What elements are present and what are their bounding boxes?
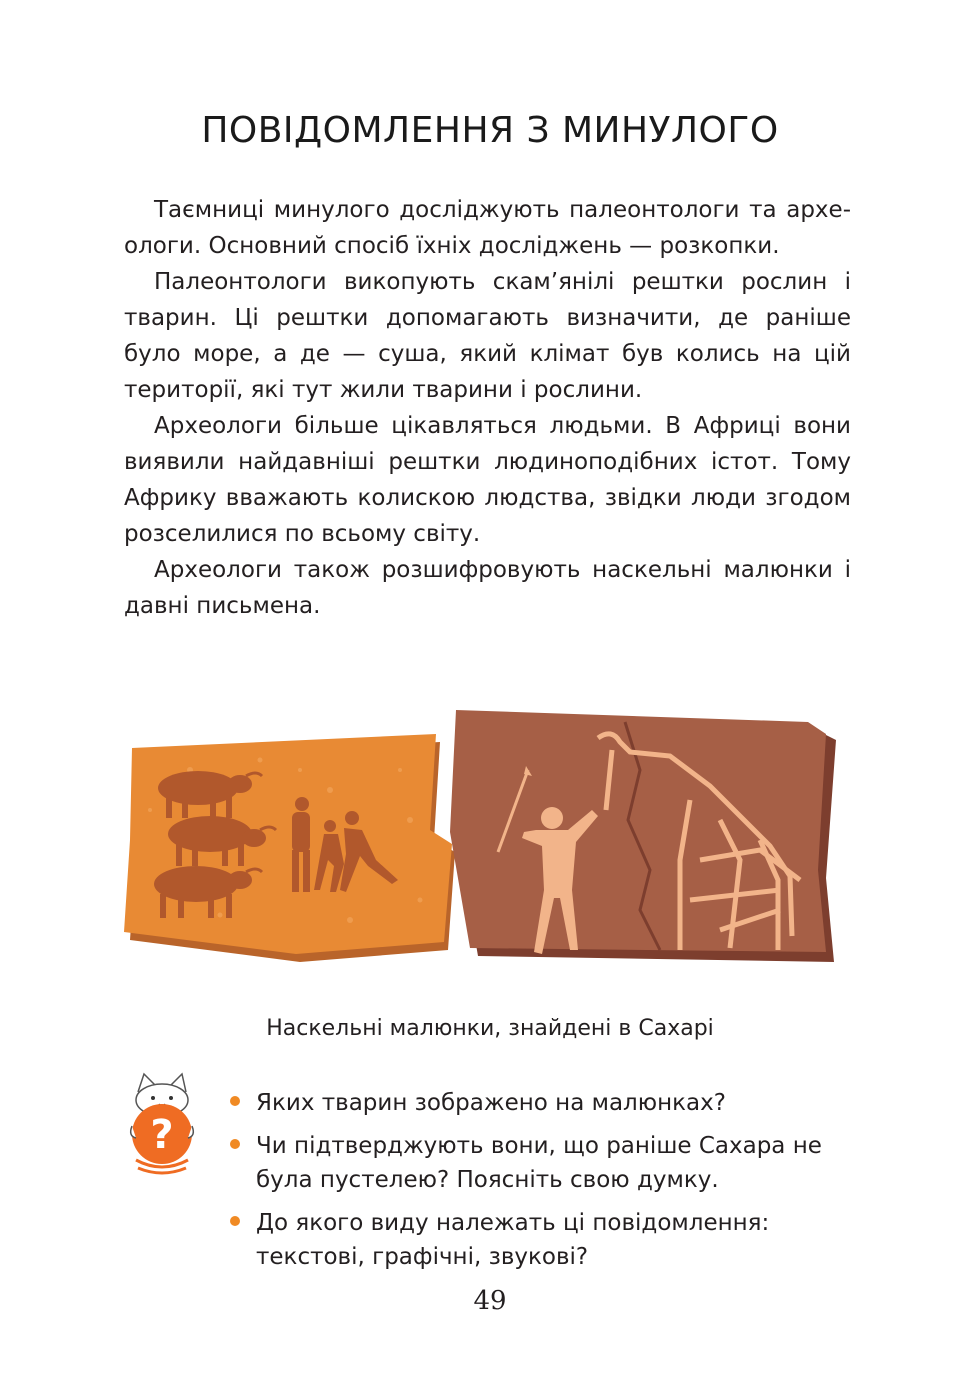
- list-item: [226, 1206, 866, 1274]
- figure-caption: Наскельні малюнки, знайдені в Сахарі: [266, 1016, 714, 1041]
- rock-art-illustration: [0, 700, 980, 980]
- page-title: ПОВІДОМЛЕННЯ З МИНУЛОГО: [201, 110, 779, 151]
- question-mascot-icon: [122, 1066, 202, 1178]
- body-text: [124, 192, 851, 624]
- paragraph: Таємниці минулого досліджують палеонтологи та археологи. Основний спосіб їхніх досліджень — розкопки.: [124, 197, 851, 259]
- paragraph: Археологи також розшифровують наскельні малюнки і давні письмена.: [124, 557, 851, 619]
- bullet-icon: [230, 1096, 240, 1106]
- question-text: Чи підтверджують вони, що раніше Сахара не була пустелею? Поясніть свою думку.: [256, 1133, 822, 1193]
- right-rock-panel: [450, 710, 836, 962]
- list-item: [226, 1129, 866, 1197]
- list-item: [226, 1086, 866, 1120]
- bullet-icon: [230, 1216, 240, 1226]
- question-text: Яких тварин зображено на малюнках?: [256, 1090, 726, 1116]
- paragraph: Археологи більше цікавляться людьми. В Африці вони виявили найдавніші рештки людиноподібних істот. Тому Африку вважають колискою людства, звідки люди згодом розселилися по всьому світу.: [124, 413, 851, 547]
- bullet-icon: [230, 1139, 240, 1149]
- question-list: [226, 1086, 866, 1283]
- page-number: 49: [473, 1286, 507, 1316]
- paragraph: Палеонтологи викопують скам’янілі рештки рослин і тварин. Ці рештки допомагають визначити, де раніше було море, а де — суша, який клімат був колись на цій території, які тут жили тварини і рослини.: [124, 269, 851, 403]
- left-rock-panel: [124, 734, 455, 962]
- question-text: До якого виду належать ці повідомлення: текстові, графічні, звукові?: [256, 1210, 770, 1270]
- question-mark: ?: [150, 1112, 174, 1158]
